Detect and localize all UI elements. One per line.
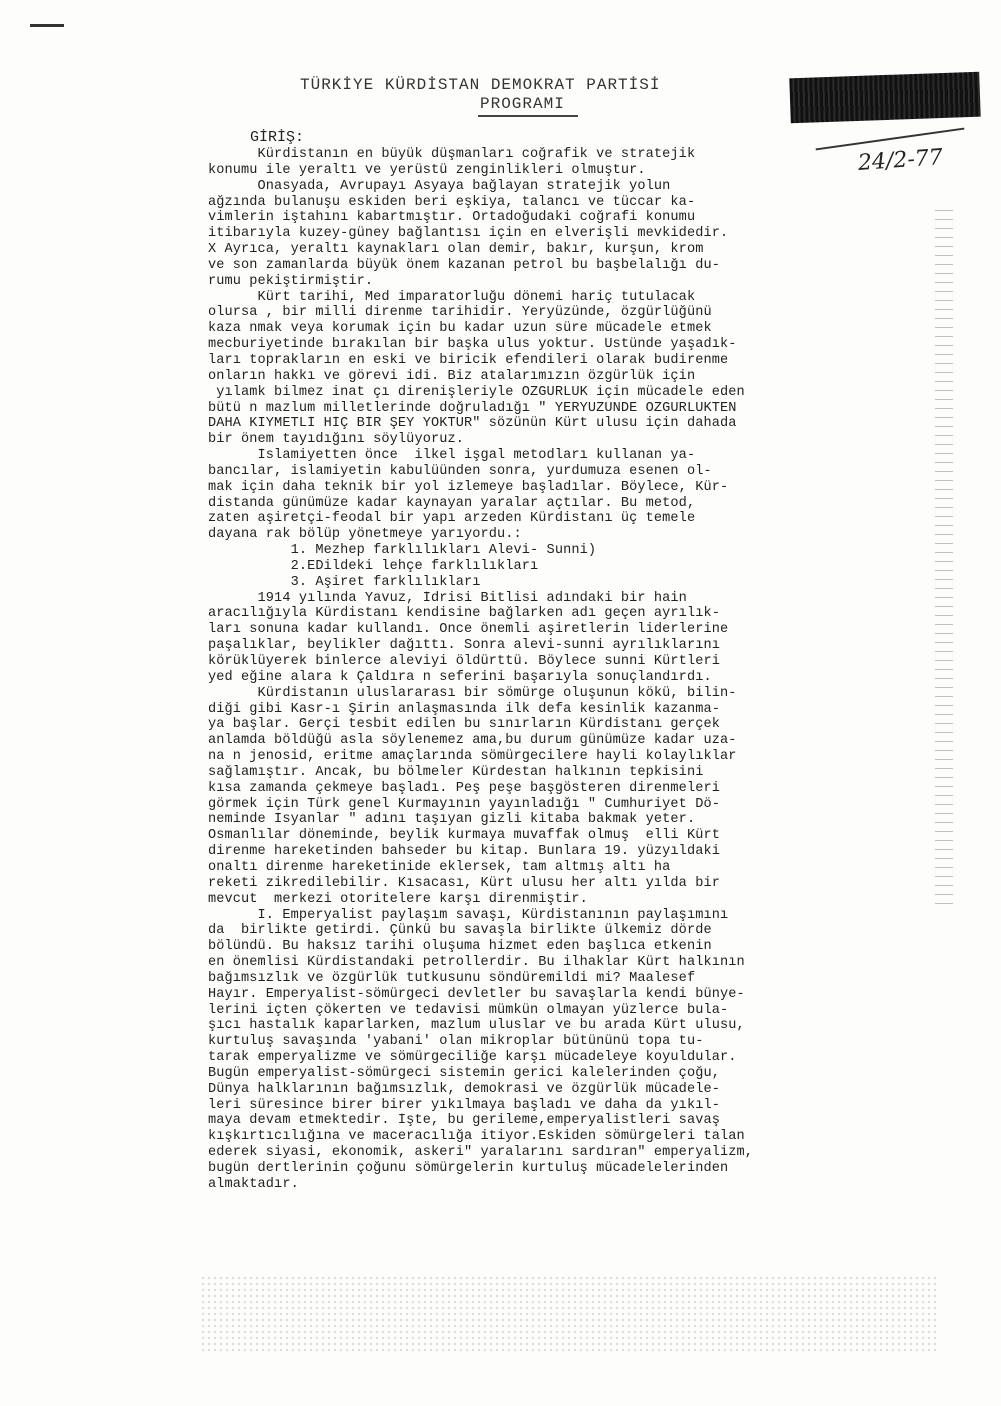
text-line: mecburiyetinde bırakılan bir başka ulus yoktur. Üstünde yaşadık- [208,337,737,353]
text-line: neminde İsyanlar " adını taşıyan gizli kitaba bakmak yeter. [208,812,696,828]
text-line: rumu pekiştirmiştir. [208,273,374,289]
text-line: X Ayrıca, yeraltı kaynakları olan demir, bakır, kurşun, krom [208,242,704,258]
text-line: kışkırtıcılığına ve maceracılığa itiyor.Eskiden sömürgeleri talan [208,1129,745,1145]
text-line: aracılığıyla Kürdistanı kendisine bağlarken adı geçen ayrılık- [208,606,720,622]
text-line: 3. Aşiret farklılıkları [208,574,481,590]
margin-mark [30,24,64,27]
scan-noise-bottom [200,1275,940,1355]
text-line: tarak emperyalizme ve sömürgeciliğe karşı mücadeleye koyuldular. [208,1050,737,1066]
text-line: Kürdistanın en büyük düşmanları coğrafik ve stratejik [208,147,696,162]
text-line: reketi zikredilebilir. Kısacası, Kürt ulusu her altı yılda bir [208,875,720,891]
text-line: Hayır. Emperyalist-sömürgeci devletler bu savaşlarla kendi bünye- [208,986,745,1002]
text-line: bancılar, islamiyetin kabulüünden sonra, yurdumuza esenen ol- [208,463,712,479]
body-text [208,147,928,1193]
text-line: mevcut merkezi otoritelere karşı direnmiştir. [208,891,588,907]
handwritten-date: 24/2-77 [857,145,944,176]
text-line: leri süresince birer birer yıkılmaya başladı ve daha da yıkıl- [208,1097,720,1113]
text-line: 1914 yılında Yavuz, İdrisi Bitlisi adındaki bir hain [208,590,687,606]
text-line: Kürt tarihi, Med imparatorluğu dönemi hariç tutulacak [208,289,696,305]
text-line: anlamda böldüğü asla söylenemez ama,bu durum günümüze kadar uza- [208,733,737,749]
text-line: bütü n mazlum milletlerinde doğruladığı " YERYÜZÜNDE ÖZGÜRLÜKTEN [208,400,737,416]
text-line: 1. Mezhep farklılıkları Alevi- Sunni) [208,543,597,559]
text-line: paşalıklar, beylikler dağıttı. Sonra alevi-sunni ayrılıklarını [208,638,720,654]
text-line: en önemlisi Kürdistandaki petrollerdir. Bu ilhaklar Kürt halkının [208,955,745,971]
text-line: almaktadır. [208,1176,299,1192]
subtitle-underline [478,115,578,117]
text-line: bugün dertlerinin çoğunu sömürgelerin kurtuluş mücadelelerinden [208,1161,729,1176]
text-line: yılamk bilmez inat çı direnişleriyle ÖZGÜRLÜK için mücadele eden [208,384,745,400]
text-line: distanda günümüze kadar kaynayan yaralar açtılar. Bu metod, [208,495,696,511]
text-line: bağımsızlık ve özgürlük tutkusunu söndüremildi mi? Maalesef [208,970,696,986]
text-line: bir önem tayıdığını söylüyoruz. [208,432,464,448]
text-line: ları toprakların en eski ve biricik efendileri olarak budirenme [208,352,729,368]
text-line: ları sonuna kadar kullandı. Önce önemli aşiretlerin liderlerine [208,622,729,638]
text-line: kurtuluş savaşında 'yabani' olan mikroplar bütününü topa tu- [208,1034,704,1050]
text-line: Kürdistanın uluslararası bir sömürge oluşunun kökü, bilin- [208,685,737,701]
text-line: Önasyada, Avrupayı Asyaya bağlayan stratejik yolun [208,178,671,194]
text-line: diği gibi Kasr-ı Şirin anlaşmasında ilk defa kesinlik kazanma- [208,701,720,717]
text-line: görmek için Türk genel Kurmayının yayınladığı " Cumhuriyet Dö- [208,796,720,812]
text-line: yed eğine alara k Çaldıra n seferini başarıyla sonuçlandırdı. [208,669,712,685]
section-heading: GİRİŞ: [250,129,305,146]
text-line: Bugün emperyalist-sömürgeci sistemin gerici kalelerinden çoğu, [208,1065,720,1081]
text-line: ederek siyasi, ekonomik, askeri" yaralarını sardıran" emperyalizm, [208,1145,753,1161]
text-line: 2.EDildeki lehçe farklılıkları [208,558,539,574]
redaction-mark [789,72,980,124]
text-line: ağzında bulanuşu eskiden beri eşkiya, talancı ve tüccar ka- [208,194,696,210]
text-line: zaten aşiretçi-feodal bir yapı arzeden Kürdistanı üç temele [208,511,696,527]
text-line: da birlikte getirdi. Çünkü bu savaşla birlikte ülkemiz dörde [208,923,712,939]
text-line: olursa , bir milli direnme tarihidir. Yeryüzünde, özgürlüğünü [208,305,712,321]
text-line: lerini içten çökerten ve tedavisi mümkün olmayan yüzlerce bula- [208,1002,729,1018]
text-line: sağlamıştır. Ancak, bu bölmeler Kürdestan halkının tepkisini [208,764,704,780]
text-line: kaza nmak veya korumak için bu kadar uzun süre mücadele etmek [208,321,712,337]
text-line: na n jenosid, eritme amaçlarında sömürgecilere hayli kolaylıklar [208,749,737,765]
text-line: onaltı direnme hareketinide eklersek, tam altmış altı ha [208,859,671,875]
text-line: ve son zamanlarda büyük önem kazanan petrol bu başbelalığı du- [208,257,720,273]
text-line: mak için daha teknik bir yol izlemeye başladılar. Böylece, Kür- [208,479,729,495]
document-title: TÜRKİYE KÜRDİSTAN DEMOKRAT PARTİSİ [300,76,661,94]
text-line: Dünya halklarının bağımsızlık, demokrasi ve özgürlük mücadele- [208,1081,720,1097]
text-line: Osmanlılar döneminde, beylik kurmaya muvaffak olmuş elli Kürt [208,828,720,844]
text-line: ya başlar. Gerçi tesbit edilen bu sınırların Kürdistanı gerçek [208,717,720,733]
scan-noise-right [935,210,953,910]
text-line: bölündü. Bu haksız tarihi oluşuma hizmet eden başlıca etkenin [208,939,712,955]
text-line: körüklüyerek binlerce aleviyi öldürttü. Böylece sunni Kürtleri [208,654,720,669]
text-line: onların hakkı ve görevi idi. Biz atalarımızın özgürlük için [208,368,696,384]
text-line: direnme hareketinden bahseder bu kitap. Bunlara 19. yüzyıldaki [208,844,720,860]
text-line: maya devam etmektedir. İşte, bu gerileme,emperyalistleri savaş [208,1113,720,1129]
text-line: kısa zamanda çekmeye başladı. Peş peşe başgösteren direnmeleri [208,780,720,796]
text-line: vimlerin iştahını kabartmıştır. Ortadoğudaki coğrafi konumu [208,210,696,226]
text-line: itibarıyla kuzey-güney bağlantısı için en elverişli mevkidedir. [208,226,729,242]
text-line: İslamiyetten önce ilkel işgal metodları kullanan ya- [208,448,696,464]
document-subtitle: PROGRAMI [480,95,565,113]
text-line: dayana rak bölüp yönetmeye yarıyordu.: [208,527,522,543]
text-line: I. Emperyalist paylaşım savaşı, Kürdistanının paylaşımını [208,907,729,923]
text-line: konumu ile yeraltı ve yerüstü zenginlikleri olmuştur. [208,162,646,178]
text-line: DAHA KIYMETLİ HİÇ BİR ŞEY YOKTUR" sözünün Kürt ulusu için dahada [208,416,737,432]
text-line: şıcı hastalık kaparlarken, mazlum uluslar ve bu arada Kürt ulusu, [208,1018,745,1034]
